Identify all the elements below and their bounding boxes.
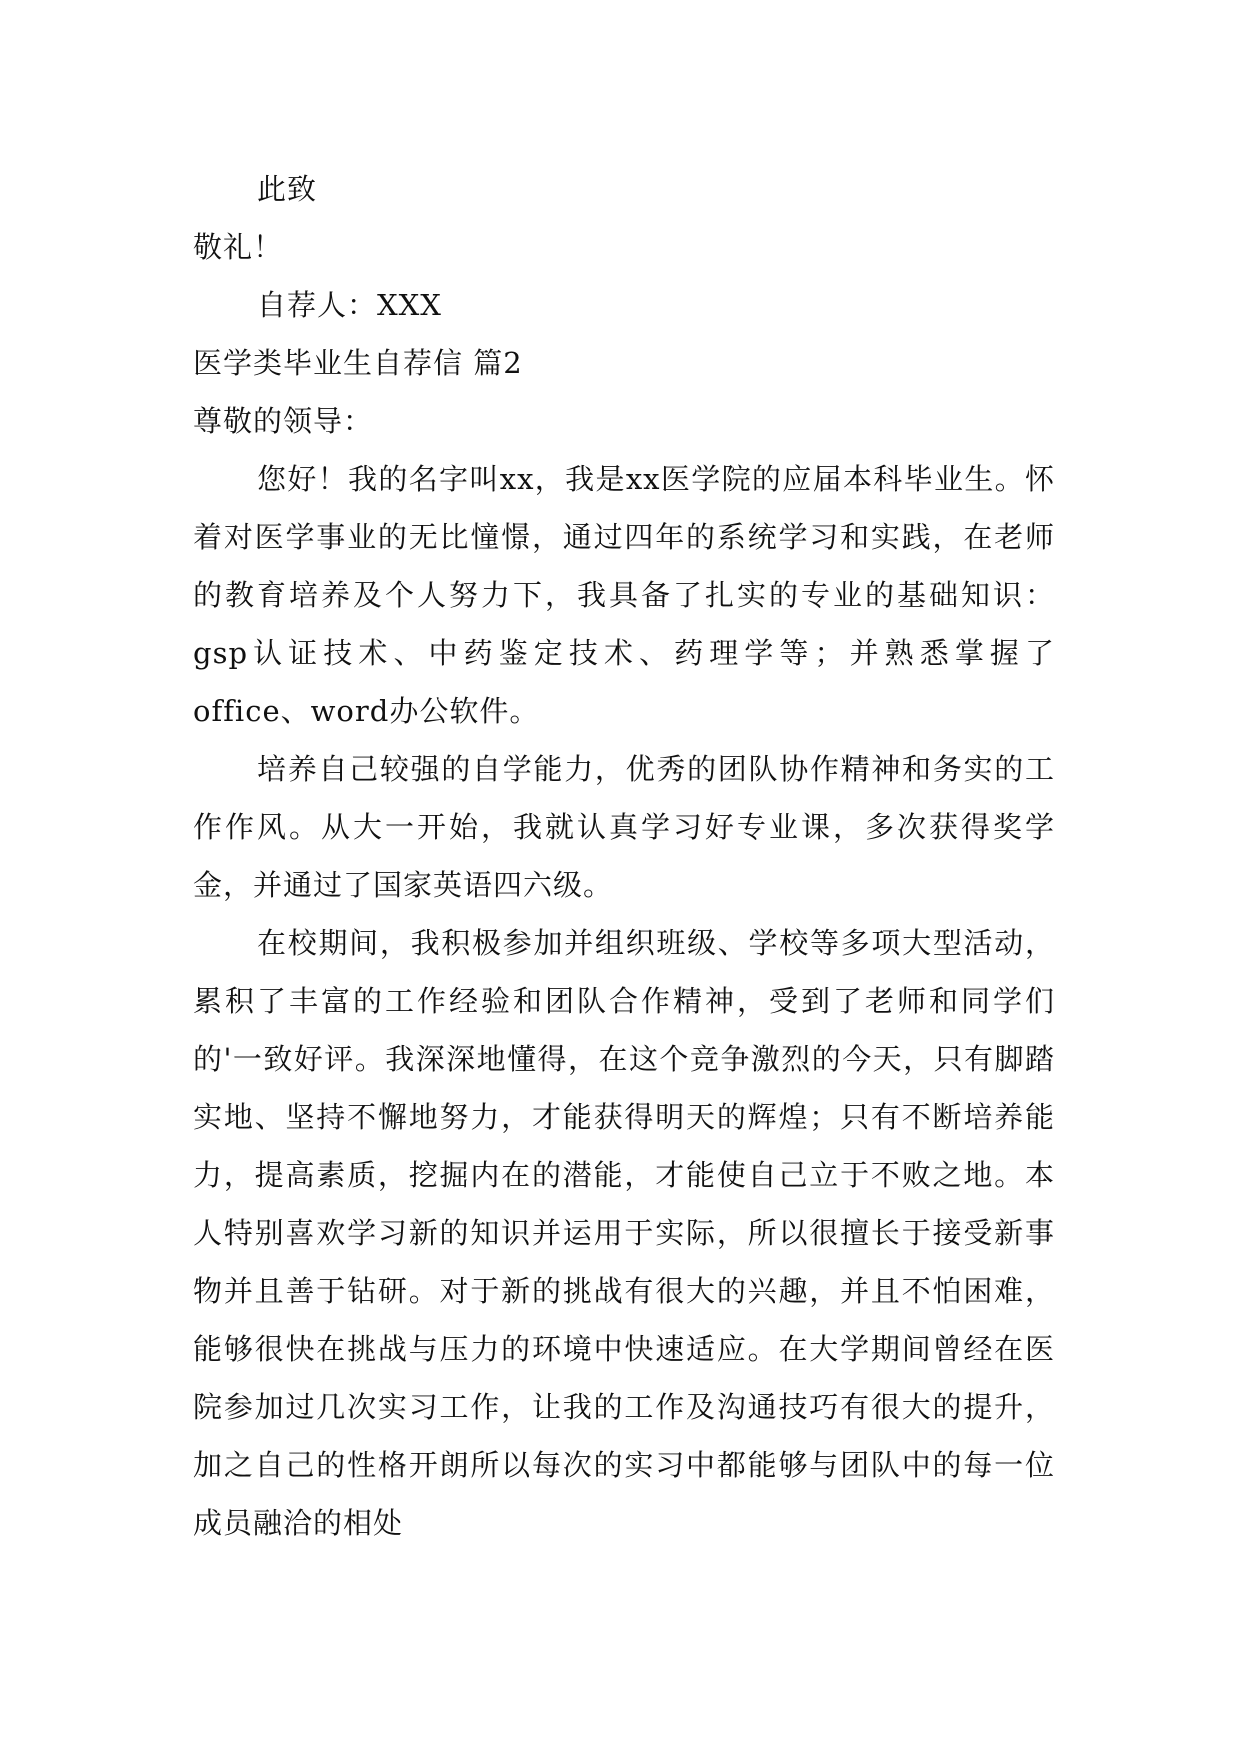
letter-greeting: 尊敬的领导：	[193, 404, 374, 438]
paragraph-intro: 您好！我的名字叫xx，我是xx医学院的应届本科毕业生。怀着对医学事业的无比憧憬，通过四年的系统学习和实践，在老师的教育培养及个人努力下，我具备了扎实的专业的基础知识：gsp认证技术、中药鉴定技术、药理学等；并熟悉掌握了office、word办公软件。	[193, 462, 1055, 728]
section-title: 医学类毕业生自荐信 篇2	[193, 346, 523, 380]
signature-line: 自荐人：XXX	[257, 288, 442, 322]
closing-regards: 敬礼！	[193, 230, 284, 264]
letter-body	[193, 160, 1055, 1552]
paragraph-campus-life: 在校期间，我积极参加并组织班级、学校等多项大型活动，累积了丰富的工作经验和团队合作精神，受到了老师和同学们的'一致好评。我深深地懂得，在这个竞争激烈的今天，只有脚踏实地、坚持不懈地努力，才能获得明天的辉煌；只有不断培养能力，提高素质，挖掘内在的潜能，才能使自己立于不败之地。本人特别喜欢学习新的知识并运用于实际，所以很擅长于接受新事物并且善于钻研。对于新的挑战有很大的兴趣，并且不怕困难，能够很快在挑战与压力的环境中快速适应。在大学期间曾经在医院参加过几次实习工作，让我的工作及沟通技巧有很大的提升，加之自己的性格开朗所以每次的实习中都能够与团队中的每一位成员融洽的相处	[193, 926, 1055, 1540]
closing-salutation: 此致	[257, 172, 318, 206]
paragraph-abilities: 培养自己较强的自学能力，优秀的团队协作精神和务实的工作作风。从大一开始，我就认真学习好专业课，多次获得奖学金，并通过了国家英语四六级。	[193, 752, 1055, 902]
